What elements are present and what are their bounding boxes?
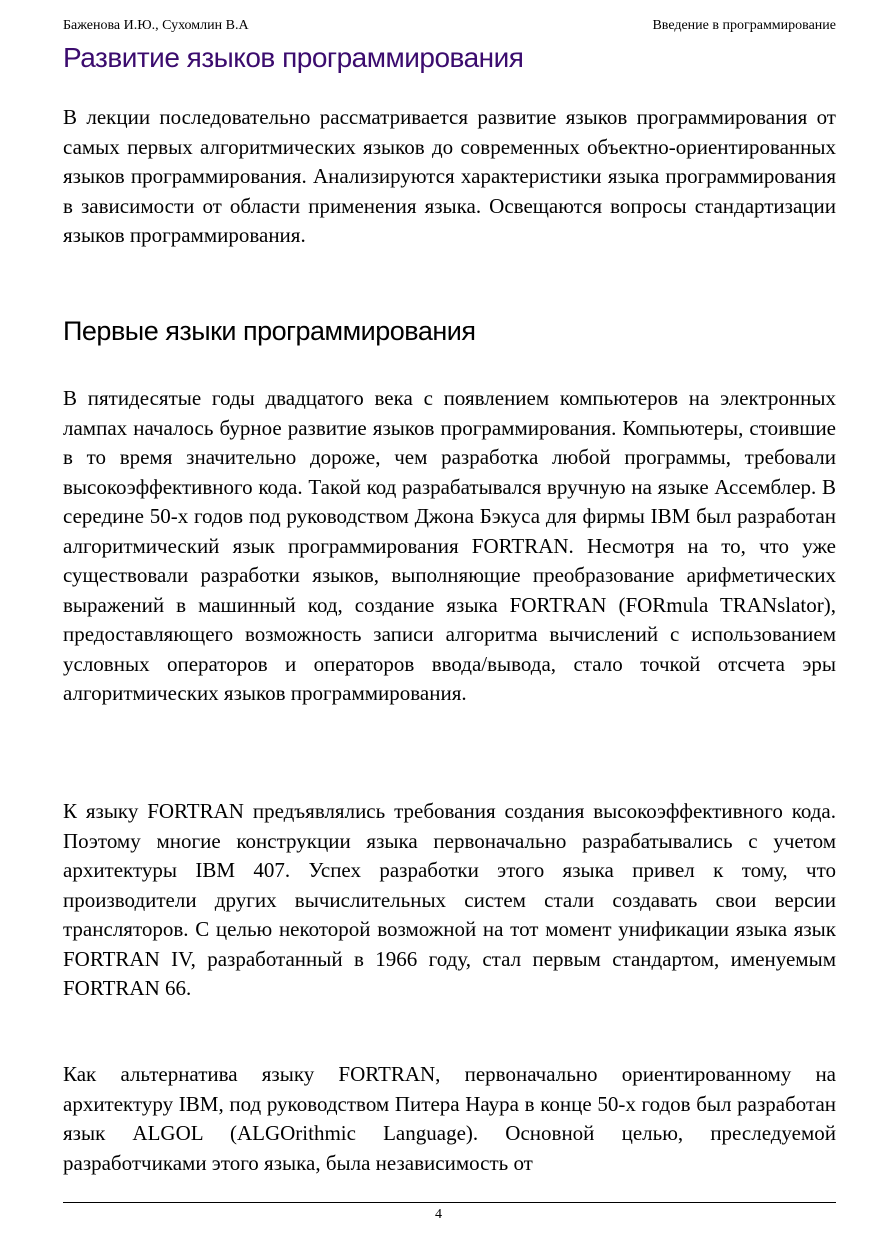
page-title: Развитие языков программирования — [63, 42, 524, 73]
footer-divider — [63, 1202, 836, 1203]
body-paragraph: К языку FORTRAN предъявлялись требования создания высокоэффективного кода. Поэтому многие конструкции языка первоначально разрабатывались с учетом архитектуры IBM 407. Успех разработки этого языка привел к тому, что производители других вычислительных систем стали создавать свои версии трансляторов. С целью некоторой возможной на тот момент унификации языка язык FORTRAN IV, разработанный в 1966 году, стал первым стандартом, именуемым FORTRAN 66. — [63, 799, 836, 1000]
body-paragraph: Как альтернатива языку FORTRAN, первоначально ориентированному на архитектуру IBM, под руководством Питера Наура в конце 50-х годов был разработан язык ALGOL (ALGOrithmic Language). Основной целью, преследуемой разработчиками этого языка, была независимость от — [63, 1062, 836, 1175]
header-course-title: Введение в программирование — [652, 18, 836, 33]
intro-paragraph: В лекции последовательно рассматривается развитие языков программирования от самых первых алгоритмических языков до современных объектно-ориентированных языков программирования. Анализируются характеристики языка программирования в зависимости от области применения языка. Освещаются вопросы стандартизации языков программирования. — [63, 105, 836, 247]
body-paragraph: В пятидесятые годы двадцатого века с появлением компьютеров на электронных лампах началось бурное развитие языков программирования. Компьютеры, стоившие в то время значительно дороже, чем разработка любой программы, требовали высокоэффективного кода. Такой код разрабатывался вручную на языке Ассемблер. В середине 50-х годов под руководством Джона Бэкуса для фирмы IBM был разработан алгоритмический язык программирования FORTRAN. Несмотря на то, что уже существовали разработки языков, выполняющие преобразование арифметических выражений в машинный код, создание языка FORTRAN (FORmula TRANslator), предоставляющего возможность записи алгоритма вычислений с использованием условных операторов и операторов ввода/вывода, стало точкой отсчета эры алгоритмических языков программирования. — [63, 386, 836, 705]
page-number: 4 — [435, 1207, 442, 1222]
header-authors: Баженова И.Ю., Сухомлин В.А — [63, 18, 249, 33]
section-heading: Первые языки программирования — [63, 316, 476, 346]
